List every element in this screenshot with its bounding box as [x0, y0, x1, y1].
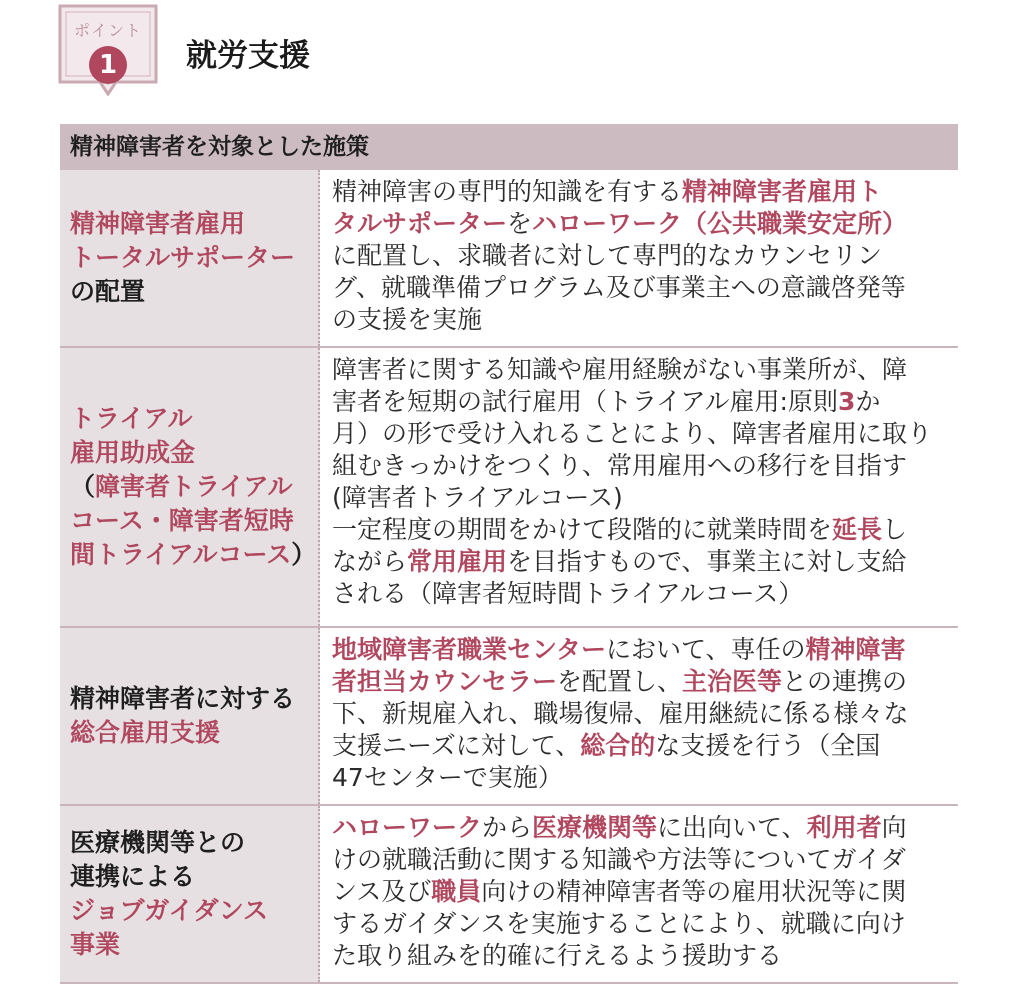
description-text: けの就職活動に関する知識や方法等についてガイダ [332, 845, 906, 874]
table-header: 精神障害者を対象とした施策 [60, 124, 958, 170]
heading-line [70, 860, 308, 894]
highlight-text: 地域障害者職業センター [332, 635, 607, 664]
description-text: するガイダンスを実施することにより、就職に向け [332, 909, 906, 938]
description-line [332, 578, 950, 610]
description-text: 支援ニーズに対して、 [332, 731, 581, 760]
highlight-text: ハローワーク（公共職業安定所） [532, 209, 908, 238]
row-heading [60, 628, 320, 804]
description-text: の支援を実施 [332, 305, 483, 334]
description-line [332, 666, 950, 698]
description-text: 下、新規雇入れ、職場復帰、雇用継続に係る様々な [332, 699, 909, 728]
row-description [320, 348, 958, 626]
description-text: な支援を行う（全国 [655, 731, 881, 760]
page-title: 就労支援 [186, 38, 310, 74]
highlight-text: 間トライアルコース [70, 540, 292, 569]
heading-line [70, 241, 308, 275]
highlight-text: タルサポーター [332, 209, 508, 238]
highlight-text: 精神障害者雇用 [70, 209, 246, 238]
description-text: 害者を短期の試行雇用（トライアル雇用:原則 [332, 387, 838, 416]
description-line [332, 514, 950, 546]
highlight-text: 障害者トライアル [95, 472, 293, 501]
badge-number: 1 [89, 46, 127, 84]
description-text: 障害者に関する知識や雇用経験がない事業所が、障 [332, 355, 908, 384]
highlight-text: ハローワーク [332, 813, 483, 842]
description-line [332, 304, 950, 336]
highlight-text: 医療機関等 [532, 813, 658, 842]
policy-table [60, 124, 958, 984]
highlight-text: 者担当カウンセラー [332, 667, 558, 696]
description-text: との連携の [782, 667, 908, 696]
description-text: (障害者トライアルコース) [332, 483, 623, 512]
heading-line [70, 207, 308, 241]
heading-line [70, 716, 308, 750]
description-text: グ、就職準備プログラム及び事業主への意識啓発等 [332, 273, 906, 302]
description-line [332, 546, 950, 578]
highlight-text: 総合的 [580, 731, 656, 760]
description-text: 精神障害の専門的知識を有する [332, 177, 683, 206]
highlight-text: 主治医等 [682, 667, 783, 696]
table-row [60, 346, 958, 626]
table-row [60, 170, 958, 346]
description-line [332, 176, 950, 208]
description-text: た取り組みを的確に行えるよう援助する [332, 941, 783, 970]
description-text: ながら [332, 547, 408, 576]
description-text: ンス及び [332, 877, 432, 906]
highlight-text: ジョブガイダンス [70, 896, 269, 925]
highlight-text: 利用者 [806, 813, 882, 842]
description-line [332, 908, 950, 940]
heading-text: ） [291, 540, 317, 569]
description-text: に出向いて、 [657, 813, 807, 842]
highlight-text: 総合雇用支援 [70, 718, 221, 747]
description-line [332, 386, 950, 418]
row-heading [60, 806, 320, 982]
description-text: を配置し、 [557, 667, 683, 696]
heading-line [70, 436, 308, 470]
highlight-text: 3 [837, 387, 856, 416]
description-text: から [482, 813, 533, 842]
description-text: 一定程度の期間をかけて段階的に就業時間を [332, 515, 833, 544]
heading-text: （ [70, 472, 96, 501]
description-text: を [507, 209, 533, 238]
highlight-text: トライアル [70, 404, 193, 433]
highlight-text: 常用雇用 [407, 547, 508, 576]
highlight-text: 精神障害 [805, 635, 906, 664]
description-text: 月）の形で受け入れることにより、障害者雇用に取り [332, 419, 933, 448]
highlight-text: コース・障害者短時 [70, 506, 294, 535]
highlight-text: 事業 [70, 930, 121, 959]
description-line [332, 240, 950, 272]
highlight-text: 職員 [431, 877, 482, 906]
row-heading [60, 170, 320, 346]
table-row [60, 626, 958, 804]
description-text: において、専任の [606, 635, 806, 664]
heading-line [70, 402, 308, 436]
description-line [332, 354, 950, 386]
heading-text: の配置 [70, 277, 146, 306]
highlight-text: 精神障害者雇用ト [682, 177, 883, 206]
description-text: に配置し、求職者に対して専門的なカウンセリン [332, 241, 883, 270]
description-line [332, 208, 950, 240]
description-line [332, 698, 950, 730]
point-badge [58, 4, 158, 96]
heading-text: 医療機関等との [70, 828, 246, 857]
heading-text: 精神障害者に対する [70, 684, 296, 713]
heading-line [70, 826, 308, 860]
description-text: を目指すもので、事業主に対し支給 [507, 547, 907, 576]
description-text: 47センターで実施） [332, 763, 563, 792]
table-row [60, 804, 958, 982]
description-line [332, 844, 950, 876]
table-body [60, 170, 958, 982]
highlight-text: トータルサポーター [70, 243, 296, 272]
description-text: 向 [881, 813, 907, 842]
description-line [332, 450, 950, 482]
heading-line [70, 504, 308, 538]
description-line [332, 940, 950, 972]
description-text: 向けの精神障害者等の雇用状況等に関 [481, 877, 907, 906]
description-line [332, 730, 950, 762]
row-heading [60, 348, 320, 626]
heading-line [70, 470, 308, 504]
description-text: か [855, 387, 881, 416]
row-description [320, 170, 958, 346]
description-line [332, 762, 950, 794]
description-line [332, 876, 950, 908]
heading-text: 連携による [70, 862, 196, 891]
heading-line [70, 275, 308, 309]
description-line [332, 482, 950, 514]
description-line [332, 634, 950, 666]
description-text: し [882, 515, 908, 544]
heading-line [70, 682, 308, 716]
description-text: される（障害者短時間トライアルコース） [332, 579, 804, 608]
highlight-text: 延長 [832, 515, 883, 544]
badge-label: ポイント [73, 21, 142, 40]
heading-line [70, 928, 308, 962]
heading-line [70, 894, 308, 928]
description-line [332, 418, 950, 450]
row-description [320, 628, 958, 804]
description-text: 組むきっかけをつくり、常用雇用への移行を目指す [332, 451, 908, 480]
description-line [332, 272, 950, 304]
description-line [332, 812, 950, 844]
highlight-text: 雇用助成金 [70, 438, 196, 467]
row-description [320, 806, 958, 982]
heading-line [70, 538, 317, 572]
